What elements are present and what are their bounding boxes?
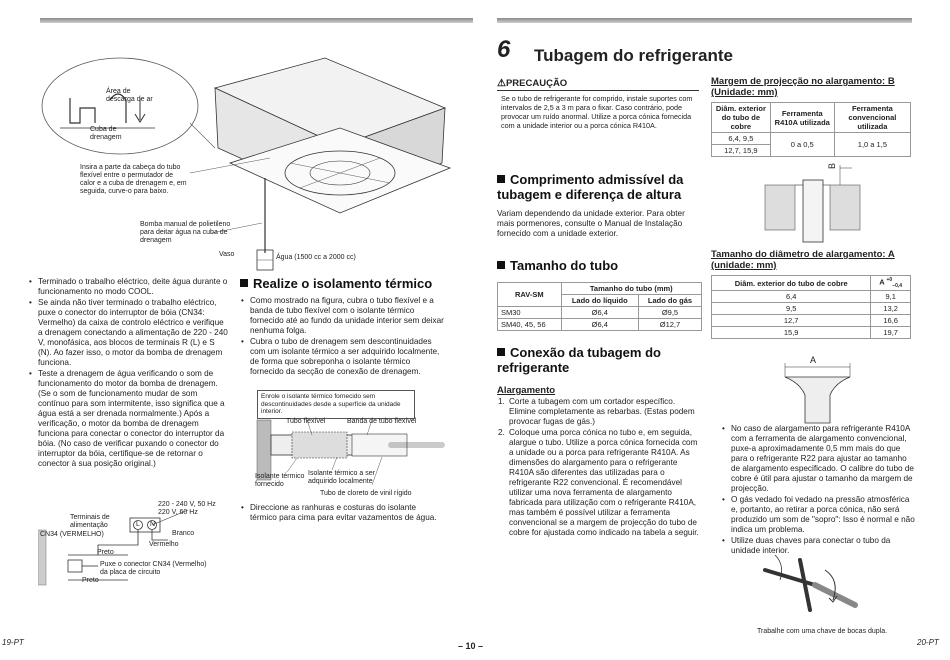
- label-banda: Banda de tubo flexível: [347, 418, 417, 425]
- label-puxe: Puxe o conector CN34 (Vermelho) da placa de circuito: [100, 561, 207, 576]
- table-row: 12,7 16,6: [712, 315, 911, 327]
- isolamento-bullet-2: • Cubra o tubo de drenagem sem descontinuidades com um isolante térmico a ser adquirido localmente, de forma que sobreponha o isolante térmico fornecido da secção de conexão de drenagem.: [250, 337, 445, 377]
- label-terminais: Terminais de alimentação: [70, 514, 110, 529]
- square-bullet-icon: [497, 261, 505, 269]
- alargamento-step-1: 1. Corte a tubagem com um cortador específico. Elimine completamente as rebarbas. (Estas podem provocar fugas de gás.): [498, 397, 695, 426]
- diametro-table: Diâm. exterior do tubo de cobre A $^{+0}_{-0,4}$ 6,4 9,1 9,5 13,2 12,7 16,6 15,9 19,7: [711, 275, 911, 339]
- pipe-size-table: [497, 282, 702, 331]
- chapter-title: Tubagem do refrigerante: [534, 46, 733, 65]
- label-bomba: Bomba manual de polietileno para deitar água na cuba de drenagem: [140, 221, 231, 244]
- table-row: SM40, 45, 56 Ø6,4 Ø12,7: [498, 319, 702, 331]
- alargamento-heading: Alargamento: [497, 385, 556, 396]
- note-3: • Utilize duas chaves para conectar o tubo da unidade interior.: [731, 536, 916, 556]
- isolamento-bullet-3: • Direccione as ranhuras e costuras do isolante térmico para cima para evitar vazamentos de água.: [250, 503, 445, 523]
- flare-a-label: A: [810, 355, 817, 365]
- label-vaso: Vaso: [219, 251, 235, 258]
- table-row: 12,7, 15,9: [712, 145, 911, 157]
- flare-b-figure: [760, 160, 870, 245]
- label-vermelho: Vermelho: [149, 541, 179, 548]
- right-header-bar: [497, 18, 912, 23]
- left-header-bar: [40, 18, 473, 23]
- label-area-descarga: Área de descarga de ar: [106, 88, 153, 103]
- drain-test-figure: [40, 28, 470, 273]
- label-voltage: 220 - 240 V, 50 Hz 220 V, 60 Hz: [158, 501, 216, 516]
- wrench-figure: [755, 550, 865, 625]
- square-bullet-icon: [240, 279, 248, 287]
- margem-heading: Margem de projecção no alargamento: B (Unidade: mm): [711, 76, 895, 98]
- terminal-n: N: [150, 521, 156, 528]
- label-tubo-flexivel: Tubo flexível: [286, 418, 326, 425]
- comprimento-text: Variam dependendo da unidade exterior. Para obter mais pormenores, consulte o Manual de Instalação fornecido com a unidade exterior.: [497, 209, 685, 238]
- label-preto-2: Preto: [82, 577, 99, 584]
- terminal-l: L: [136, 521, 140, 528]
- wrench-caption: Trabalhe com uma chave de bocas dupla.: [757, 628, 888, 635]
- col-liq: Lado do líquido: [561, 295, 638, 307]
- col-model: RAV-SM: [498, 283, 562, 307]
- margem-table: Diâm. exterior do tubo de cobre Ferramenta R410A utilizada Ferramenta convencional utilizada 6,4, 9,5 0 a 0,5 1,0 a 1,5 12,7, 15,9: [711, 102, 911, 157]
- precaucao-box: ⚠PRECAUÇÃO Se o tubo de refrigerante for comprido, instale suportes com intervalos de 2,5 a 3 m para o fixar. Caso contrário, pode provocar um ruído anormal. Utilize a porca cónica fornecida com a unidade interior ou a porca cónica R410A.: [497, 78, 699, 150]
- col-group: Tamanho do tubo (mm): [561, 283, 701, 295]
- label-cuba: Cuba de drenagem: [90, 126, 122, 141]
- label-agua: Água (1500 cc a 2000 cc): [276, 254, 356, 261]
- note-1: • No caso de alargamento para refrigerante R410A com a ferramenta de alargamento convencional, puxe-a aproximadamente 0,5 mm mais do que para o refrigerante R22 para ajustar ao tamanho de alargamento especificado. O calibre do tubo de cobre é útil para ajustar o tamanho da margem de projecção.: [731, 424, 916, 494]
- warning-icon: ⚠: [497, 78, 506, 89]
- label-tubo-cloreto: Tubo de cloreto de vinil rígido: [320, 490, 412, 497]
- isolamento-heading: Realize o isolamento térmico: [240, 276, 470, 291]
- label-cn34: CN34 (VERMELHO): [40, 531, 104, 538]
- diametro-heading: Tamanho do diâmetro de alargamento: A (unidade: mm): [711, 249, 895, 271]
- chapter-number: 6: [497, 36, 511, 63]
- alargamento-step-2: 2. Coloque uma porca cónica no tubo e, em seguida, alargue o tubo. Utilize a porca cónica fornecida com a unidade ou a porca para refrigerante R410A. As dimensões do alargamento para o refrigerante R410A são diferentes das utilizadas para o refrigerante R22 convencional. É recomendável utilizar uma nova ferramenta de alargamento fabricada para utilização com o refrigerante R410A, mas também é possível utilizar a ferramenta convencional se a margem de projecção do tubo de cobre for ajustada como indicado na tabela a seguir.: [498, 428, 699, 537]
- label-branco: Branco: [172, 530, 195, 537]
- label-isol-fornecido: Isolante térmico fornecido: [255, 473, 305, 488]
- square-bullet-icon: [497, 175, 505, 183]
- square-bullet-icon: [497, 348, 505, 356]
- table-row: 15,9 19,7: [712, 327, 911, 339]
- flare-a-figure: [775, 355, 865, 425]
- precaucao-text: Se o tubo de refrigerante for comprido, instale suportes com intervalos de 2,5 a 3 m para o fixar. Caso contrário, pode provocar um ruído anormal. Utilize a porca cónica fornecida com a unidade interior ou a porca cónica R410A.: [501, 94, 693, 130]
- table-row: 9,5 13,2: [712, 303, 911, 315]
- label-insira: Insira a parte da cabeça do tubo flexível entre o permutador de calor e a cuba de drenagem e, em seguida, curve-o para baixo.: [80, 164, 187, 195]
- label-preto-1: Preto: [97, 549, 114, 556]
- isolamento-bullet-1: • Como mostrado na figura, cubra o tubo flexível e a banda de tubo flexível com o isolante térmico fornecido até ao fundo da unidade interior sem deixar nenhuma folga.: [250, 296, 445, 336]
- table-row: SM30 Ø6,4 Ø9,5: [498, 307, 702, 319]
- flare-b-label: B: [827, 162, 838, 170]
- isolation-note-box: Enrole o isolante térmico fornecido sem descontinuidades desde a superfície da unidade interior.: [257, 390, 415, 419]
- conexao-heading: Conexão da tubagem do refrigerante: [497, 345, 661, 375]
- col-gas: Lado do gás: [638, 295, 701, 307]
- left-bullet-3: • Teste a drenagem de água verificando o som de funcionamento do motor da bomba de drenagem. (Se o som de funcionamento mudar de som contínuo para som intermitente, isso significa que a água está a ser drenada normalmente.) Após a verificação, o motor da bomba de drenagem funciona para conectar o conector do interruptor da bóia. (No caso de verificar puxando o conector do interruptor da bóia, certifique-se de retornar o conector à sua posição original.): [38, 369, 228, 469]
- tamanho-heading: Tamanho do tubo: [497, 258, 702, 273]
- label-isol-local: Isolante térmico a ser adquirido localmente: [308, 470, 375, 485]
- comprimento-heading: Comprimento admissível da tubagem e diferença de altura: [497, 172, 684, 202]
- left-page-number: 19-PT: [2, 638, 24, 647]
- center-page-number: – 10 –: [458, 641, 484, 651]
- left-bullet-1: • Terminado o trabalho eléctrico, deite água durante o funcionamento no modo COOL.: [38, 277, 228, 297]
- right-page-number: 20-PT: [917, 638, 939, 647]
- note-2: • O gás vedado foi vedado na pressão atmosférica e, portanto, ao retirar a porca cónica, não será produzido um som de "sopro": Isso é normal e não indica um problema.: [731, 495, 916, 535]
- table-row: 6,4 9,1: [712, 291, 911, 303]
- table-row: 6,4, 9,5 0 a 0,5 1,0 a 1,5: [712, 133, 911, 145]
- left-bullet-2: • Se ainda não tiver terminado o trabalho eléctrico, puxe o conector do interruptor de bóia (CN34: Vermelho) da caixa de controlo eléctrico e verifique a drenagem conectando a alimentação de 220 - 240 V, monofásica, aos blocos de terminais R (L) e S (N). Ao fazer isso, o motor da bomba de drenagem funciona.: [38, 298, 228, 368]
